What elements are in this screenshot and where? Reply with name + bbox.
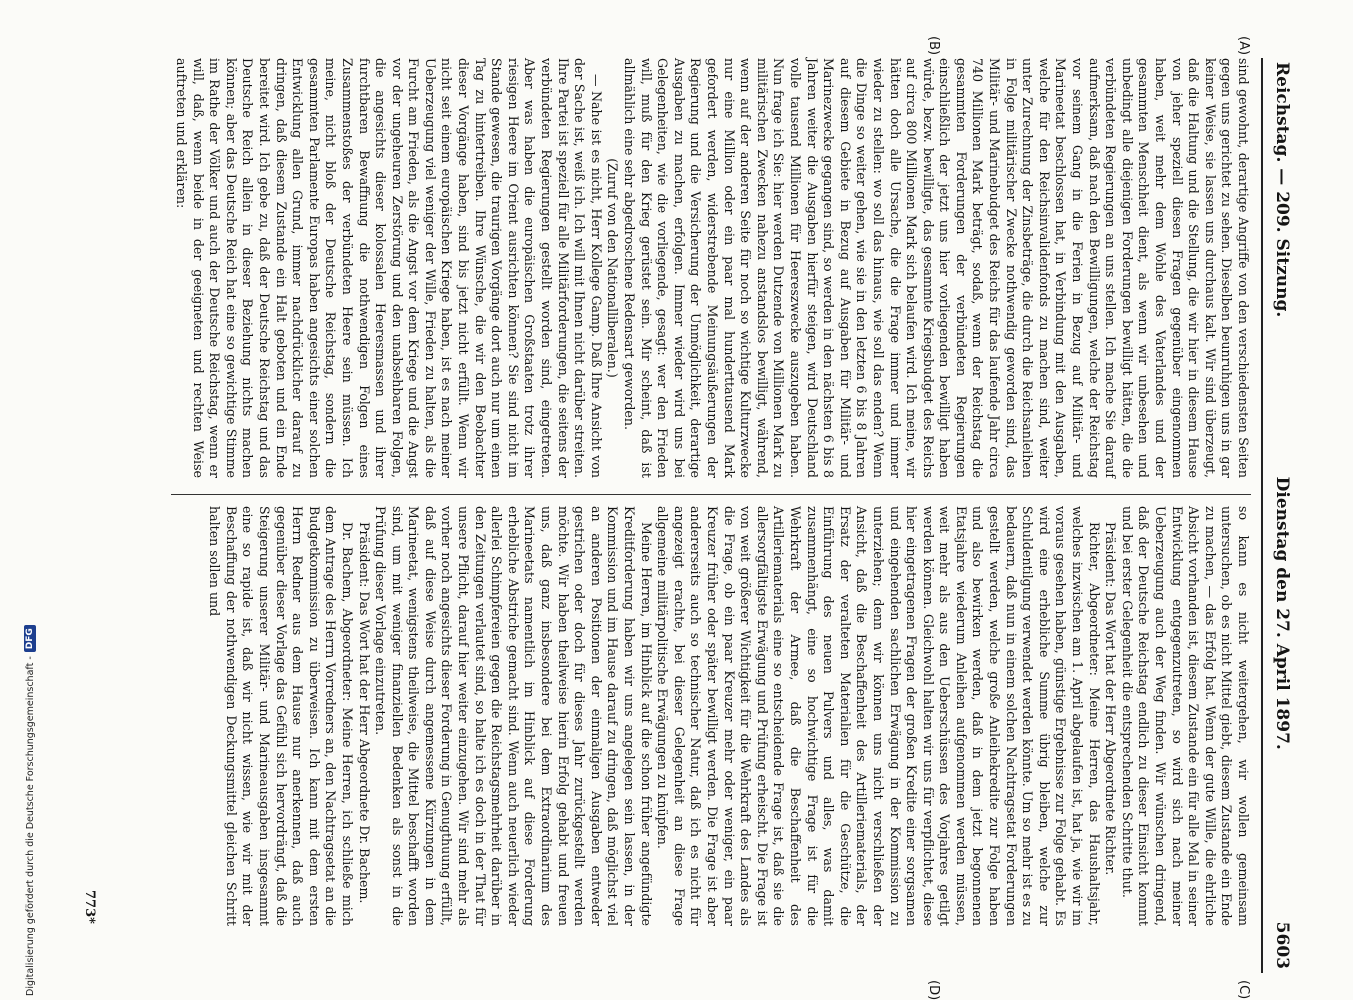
column-divider <box>171 494 1251 495</box>
text-column-right <box>206 506 1251 926</box>
paragraph: Meine Herren, im Hinblick auf die schon früher angefündigte Kreditforderung haben wir uns angelegen sein lassen, in der Kommission und im Hause darauf zu dringen, daß möglichst viel an anderen Positionen der einmaligen Ausgaben entweder gestrichen oder doch für dieses Jahr zurückgestellt werden möchte. Wir haben theilweise hierin Erfolg gehabt und freuen uns, daß ganz insbesondere bei dem Extraordinarium des Marineetats namentlich im Hinblick auf diese Forderung erhebliche Abstriche gemacht sind. Wenn auch neuerlich wieder allerlei Schimpfereien gegen die Reichstagsmehrheit darüber in den Zeitungen verlautet sind, so halte ich es doch in der That für unsere Pflicht, darauf hier weiter einzugehen. Wir sind mehr als vorher noch angesichts dieser Forderung in Genugthuung erfüllt, daß auf diese Weise durch angemessene Kürzungen in dem Marineetat, wenigstens theilweise, die Mittel beschafft worden sind, um mit weniger finanziellen Bedenken als sonst in die Prüfung dieser Vorlage einzutreten. <box>373 506 654 926</box>
header-title: Reichstag. — 209. Sitzung. <box>1272 62 1292 318</box>
speaker-paragraph: Dr. Bachem, Abgeordneter: Meine Herren, ich schließe mich dem Antrage des Herrn Vorredners an, den Nachtragsetat an die Budgetkommission zu überweisen. Ich kann mit dem ersten Herrn Redner aus dem Hause nur anerkennen, daß auch gegenüber dieser Vorlage das Gefühl sich hervordrängt, daß die Steigerung unserer Militär- und Marineausgaben insgesammt eine so rapide ist, daß wir nicht wissen, wie wir mit der Beschaffung der nothwendigen Deckungsmittel gleichen Schritt halten sollen und <box>207 506 355 926</box>
page-footnote-number: 773* <box>82 890 97 924</box>
margin-marker-c: (C) <box>1236 980 1251 1000</box>
speaker-paragraph: Richter, Abgeordneter: Meine Herren, das Haushaltsjahr, welches inzwischen am 1. April abgelaufen ist, hat ja, wie wir im voraus gesehen haben, günstige Ergebnisse zur Folge gehabt. Es wird eine erhebliche Summe übrig bleiben, welche zur Schuldentilgung verwendet werden könnte. Um so mehr ist es zu bedauern, daß nun in einem solchen Nachtragsetat Forderungen gestellt werden, welche große Anleihekredite zur Folge haben und also bewirken werden, daß in dem jetzt begonnenen Etatsjahre wiederum Anleihen aufgenommen werden müssen, weit mehr als aus den Ueberschüssen des Vorjahres getilgt werden können. Gleichwohl halten wir uns für verpflichtet, diese hier eingetragenen Fragen der großen Kredite einer sorgsamen und eingehenden sachlichen Erwägung in der Kommission zu unterziehen; denn wir können uns nicht verschließen der Ansicht, daß die Beschaffenheit des Artilleriematerials, der Ersatz der veralteten Materialien für die Geschütze, die Einführung des neuen Pulvers und alles, was damit zusammenhängt, eine so hochwichtige Frage ist für die Wehrkraft der Armee, daß die Beschaffenheit des Artilleriematerials eine so entscheidende Frage ist, daß sie die allersorgfältigste Erwägung und Prüfung erheischt. Die Frage ist von weit größerer Wichtigkeit für die Wehrkraft des Landes als die Frage, ob ein paar Kreuzer mehr oder weniger, ein paar Kreuzer früher oder später bewilligt werden. Die Frage ist aber andererseits auch so technischer Natur, daß ich es nicht für angezeigt erachte, bei dieser Gelegenheit an diese Frage allgemeine militärpolitische Erwägungen zu knüpfen. <box>655 506 1102 926</box>
page-number: 5603 <box>1272 921 1292 969</box>
paragraph: — Nahe ist es nicht, Herr Kollege Gamp. Daß Ihre Ansicht von der Sache ist, weiß ich. Ich will mit Ihnen nicht darüber streiten. Ihre Partei ist speziell für alle Militärforderungen, die seitens der verbündeten Regierungen gestellt worden sind, eingetreten. Aber was haben die europäischen Großstaaten trotz ihrer riesigen Heere im Orient ausrichten können? Sie sind nicht im Stande gewesen, die traurigen Vorgänge dort auch nur um einen Tag zu hintertreiben. Ihre Wünsche, die wir den Beobachter dieser Vorgänge haben, sind bis jetzt nicht erfüllt. Wenn wir nicht seit einem europäischen Kriege haben, ist es nach meiner Ueberzeugung viel weniger der Wille, Frieden zu halten, als die Furcht am Frieden, als die Angst vor dem Kriege und die Angst vor der ungeheuren Zerstörung und den unabsehbaren Folgen, die angesichts dieser kolossalen Heeresmassen und ihrer furchtbaren Bewaffnung die nothwendigen Folgen eines Zusammenstoßes der verbündeten Heere sein müssen. Ich meine, nicht bloß der Deutsche Reichstag, sondern die gesammten Parlamente Europas haben angesichts einer solchen Entwicklung allen Grund, immer nachdrücklicher darauf zu dringen, daß diesem Zustande ein Halt geboten und ein Ende bereitet wird. Ich gebe zu, daß der Deutsche Reichstag und das Deutsche Reich allein in dieser Beziehung nichts machen können; aber das Deutsche Reich hat eine so gewichtige Stimme im Rathe der Völker und auch der Deutsche Reichstag, wenn er will, daß, wenn beide in der geeigneten und rechten Weise auftreten und erklären: <box>174 58 604 478</box>
paragraph: sind gewohnt, derartige Angriffe von den verschiedensten Seiten gegen uns gerichtet zu sehen. Dieselben beunruhigen uns in gar keiner Weise, sie lassen uns durchaus kalt. Wir sind überzeugt, daß die Haltung und die Stellung, die wir hier in diesem Hause von jeher speziell diesen Fragen gegenüber eingenommen haben, weit mehr dem Wohle des Vaterlandes und der gesammten Menschheit dient, als wenn wir unbesehen und unbedingt alle diejenigen Forderungen bewilligt hätten, die die verbündeten Regierungen an uns stellen. Ich mache Sie darauf aufmerksam, daß nach den Bewilligungen, welche der Reichstag vor seinem Gang in die Ferien in Bezug auf Militär- und Marineetat beschlossen hat, in Verbindung mit den Ausgaben, welche für den Reichsinvalidenfonds zu machen sind, weiter unter Zurechnung der Zinsbeträge, die durch die Reichsanleihen in Folge militärischer Zwecke nothwendig geworden sind, das Militär- und Marinebudget des Reichs für das laufende Jahr circa 740 Millionen Mark beträgt, sodaß, wenn der Reichstag die gesammten Forderungen der verbündeten Regierungen einschließlich der jetzt uns hier vorliegenden bewilligt haben würde, bezw. bewilligte, das gesammte Kriegsbudget des Reichs auf circa 800 Millionen Mark sich belaufen wird. Ich meine, wir hätten doch alle Ursache, die die Frage immer und immer wieder zu stellen: wo soll das hinaus, wie soll das enden? Wenn die Dinge so weiter gehen, wie sie in den letzten 6 bis 8 Jahren auf diesem Gebiete in Bezug auf Ausgaben für Militär- und Marinezwecke gegangen sind, so werden in den nächsten 6 bis 8 Jahren weiter die Ausgaben hierfür steigen, wird Deutschland volle tausend Millionen für Heereszwecke auszugeben haben. Nun frage ich Sie: hier werden Dutzende von Millionen Mark zu militärischen Zwecken nahezu anstandslos bewilligt, während, wenn auf der anderen Seite für noch so wichtige Kulturzwecke nur eine Million oder ein paar mal hunderttausend Mark gefordert werden, widerstrebende Meinungsäußerungen der Regierung und die Versicherung der Unmöglichkeit, derartige Ausgaben zu machen, erfolgen. Immer wieder wird uns bei Gelegenheiten, wie die vorliegende, gesagt: wer den Frieden will, muß für den Krieg gerüstet sein. Mir scheint, daß ist allmählich eine sehr abgedroschene Redensart geworden. <box>622 58 1251 478</box>
paragraph: so kann es nicht weitergehen, wir wollen gemeinsam untersuchen, ob es nicht Mittel giebt, diesem Zustande ein Ende zu machen, — das Erfolg hat. Wenn der gute Wille, die ehrliche Absicht vorhanden ist, diesem Zustande ein für alle Mal in seiner Entwicklung entgegenzutreten, so wird sich nach meiner Ueberzeugung auch der Weg finden. Wir wünschen dringend, daß der Deutsche Reichstag endlich zu dieser Einsicht kommt und bei erster Gelegenheit die entsprechenden Schritte thut. <box>1119 506 1251 926</box>
speaker-paragraph: Präsident: Das Wort hat der Herr Abgeordnete Dr. Bachem. <box>356 522 372 904</box>
margin-marker-d: (D) <box>926 980 941 1000</box>
header-date-and-page <box>1267 477 1297 969</box>
rotated-page <box>77 36 1297 1000</box>
margin-marker-b: (B) <box>926 36 941 56</box>
header-rule <box>1261 58 1263 973</box>
digitization-credit <box>24 625 36 996</box>
dfg-logo: DFG <box>24 625 36 652</box>
credit-text: Digitalisierung gefördert durch die Deutsche Forschungsgemeinschaft - <box>24 656 36 996</box>
interjection: (Zuruf von den Nationalliberalen.) <box>605 158 621 378</box>
header-date: Dienstag den 27. April 1897. <box>1272 476 1292 750</box>
page-header <box>1267 58 1297 973</box>
margin-marker-a: (A) <box>1236 36 1251 56</box>
speaker-paragraph: Präsident: Das Wort hat der Herr Abgeordnete Richter. <box>1103 522 1119 876</box>
text-column-left <box>172 58 1251 478</box>
